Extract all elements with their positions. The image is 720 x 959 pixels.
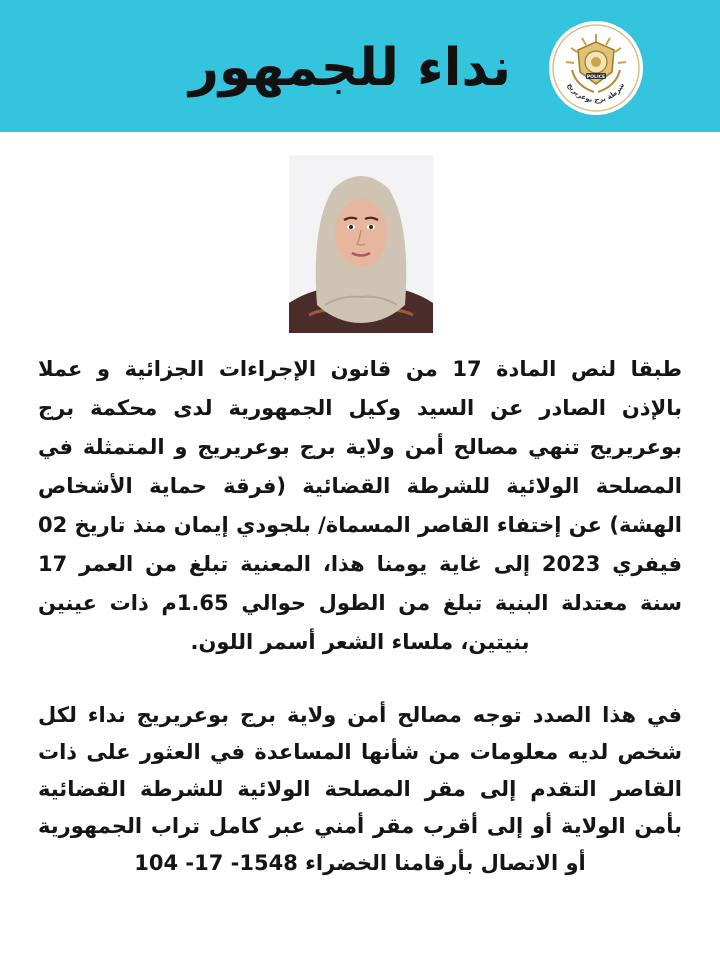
police-logo-icon xyxy=(548,20,644,116)
header-banner xyxy=(0,0,720,132)
logo-inner-text: POLICE xyxy=(586,75,606,80)
logo-caption: شرطة برج بوعريريج xyxy=(565,81,627,105)
notice-paragraph-details: طبقا لنص المادة 17 من قانون الإجراءات الجزائية و عملا بالإذن الصادر عن السيد وكيل الجمهورية لدى محكمة برج بوعريريج تنهي مصالح أمن ولاية برج بوعريريج و المتمثلة في المصلحة الولائية للشرطة القضائية (فرقة حماية الأشخاص الهشة) عن إختفاء القاصر المسماة/ بلجودي إيمان منذ تاريخ 02 فيفري 2023 إلى غاية يومنا هذا، المعنية تبلغ من العمر 17 سنة معتدلة البنية تبلغ من الطول حوالي 1.65م ذات عينين بنيتين، ملساء الشعر أسمر اللون. xyxy=(38,357,682,654)
portrait-photo-icon xyxy=(289,155,433,333)
page-title: نداء للجمهور xyxy=(188,38,512,98)
notice-paragraph-appeal: في هذا الصدد توجه مصالح أمن ولاية برج بوعريريج نداء لكل شخص لديه معلومات من شأنها المساعدة في العثور على ذات القاصر التقدم إلى مقر المصلحة الولائية للشرطة القضائية بأمن الولاية أو إلى أقرب مقر أمني عبر كامل تراب الجمهورية أو الاتصال بأرقامنا الخضراء 1548- 17- 104 xyxy=(38,703,682,875)
